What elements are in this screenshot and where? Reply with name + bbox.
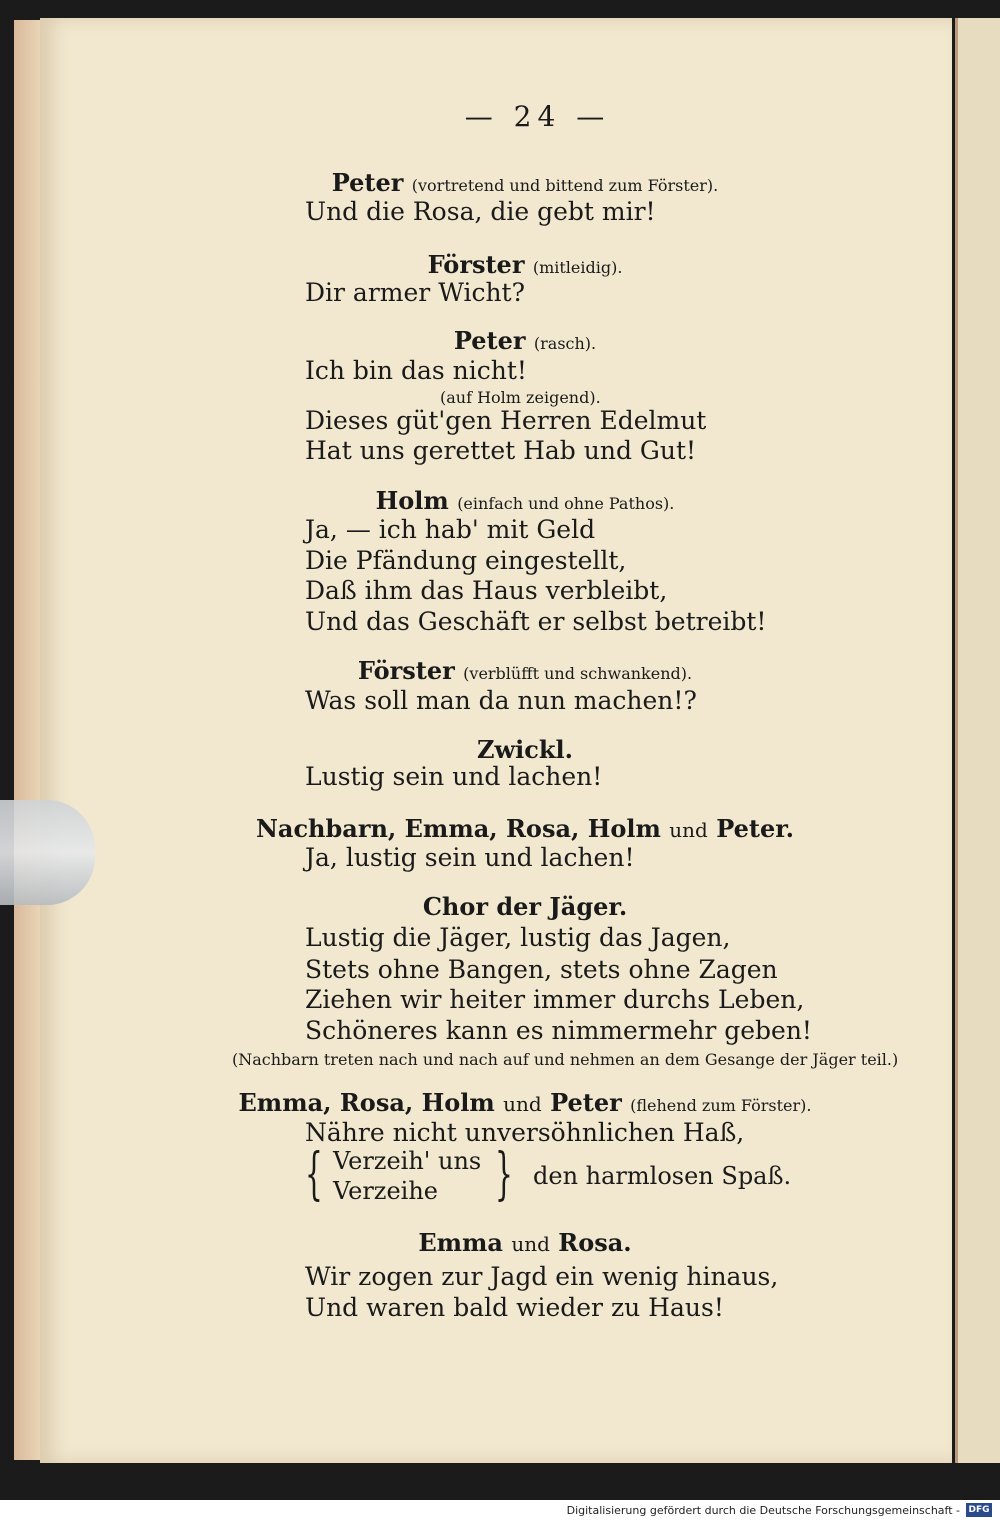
speaker-line — [0, 486, 1000, 515]
page-number: — 24 — — [464, 100, 611, 133]
stage-direction: (rasch). — [533, 334, 597, 353]
speaker-line — [0, 735, 1000, 764]
speaker-name: Nachbarn, Emma, Rosa, Holm — [255, 814, 661, 843]
verse-line: Und waren bald wieder zu Haus! — [305, 1293, 724, 1322]
digitization-footer — [0, 1500, 1000, 1522]
speaker-line — [0, 892, 1000, 921]
verse-line: Und die Rosa, die gebt mir! — [305, 197, 656, 226]
speaker-name: Peter. — [716, 814, 795, 843]
variant-line: Verzeih' uns — [333, 1147, 482, 1175]
right-brace: } — [495, 1142, 513, 1207]
speaker-line — [0, 1088, 1000, 1117]
stage-direction: (auf Holm zeigend). — [440, 388, 601, 407]
speaker-name: Peter — [550, 1088, 622, 1117]
verse-line: Dir armer Wicht? — [305, 278, 525, 307]
verse-line: Lustig die Jäger, lustig das Jagen, — [305, 923, 731, 952]
stage-direction: (einfach und ohne Pathos). — [457, 494, 675, 513]
dfg-logo: DFG — [966, 1503, 992, 1517]
speaker-name: Chor der Jäger. — [422, 892, 628, 921]
conjunction: und — [511, 1232, 550, 1256]
verse-line: Dieses güt'gen Herren Edelmut — [305, 406, 707, 435]
speaker-name: Förster — [357, 656, 455, 685]
verse-line: Stets ohne Bangen, stets ohne Zagen — [305, 955, 778, 984]
speaker-name: Emma, Rosa, Holm — [238, 1088, 495, 1117]
stage-note: (Nachbarn treten nach und nach auf und nehmen an dem Gesange der Jäger teil.) — [232, 1050, 899, 1069]
speaker-line — [0, 250, 1000, 279]
speaker-line — [0, 656, 1000, 685]
speaker-line — [0, 168, 1000, 197]
speaker-name: Förster — [427, 250, 525, 279]
speaker-name: Zwickl. — [476, 735, 573, 764]
verse-line: den harmlosen Spaß. — [533, 1162, 792, 1190]
verse-line: Ich bin das nicht! — [305, 356, 527, 385]
verse-line: Was soll man da nun machen!? — [305, 686, 697, 715]
speaker-name: Holm — [375, 486, 449, 515]
variant-line: Verzeihe — [333, 1177, 438, 1205]
verse-line: Ziehen wir heiter immer durchs Leben, — [305, 985, 805, 1014]
stage-direction: (vortretend und bittend zum Förster). — [411, 176, 719, 195]
speaker-line — [0, 1228, 1000, 1257]
stage-direction: (verblüfft und schwankend). — [463, 664, 693, 683]
verse-line: Daß ihm das Haus verbleibt, — [305, 576, 668, 605]
conjunction: und — [669, 818, 708, 842]
verse-line: Wir zogen zur Jagd ein wenig hinaus, — [305, 1262, 779, 1291]
speaker-name: Peter — [453, 326, 526, 355]
verse-line: Die Pfändung eingestellt, — [305, 546, 627, 575]
speaker-name: Rosa. — [558, 1228, 632, 1257]
speaker-line — [0, 326, 1000, 355]
left-brace: { — [305, 1142, 323, 1207]
speaker-name: Emma — [418, 1228, 503, 1257]
brace-variant-block — [305, 1142, 825, 1210]
speaker-name: Peter — [331, 168, 404, 197]
footer-text: Digitalisierung gefördert durch die Deutsche Forschungsgemeinschaft - — [566, 1504, 960, 1517]
verse-line: Nähre nicht unversöhnlichen Haß, — [305, 1118, 745, 1147]
speaker-line — [0, 814, 1000, 843]
verse-line: Lustig sein und lachen! — [305, 762, 603, 791]
stage-direction: (mitleidig). — [532, 258, 623, 277]
verse-line: Ja, — ich hab' mit Geld — [305, 515, 596, 544]
verse-line: Ja, lustig sein und lachen! — [305, 843, 635, 872]
verse-line: Schöneres kann es nimmermehr geben! — [305, 1016, 812, 1045]
conjunction: und — [503, 1092, 542, 1116]
verse-line: Und das Geschäft er selbst betreibt! — [305, 607, 767, 636]
stage-direction: (flehend zum Förster). — [630, 1096, 812, 1115]
verse-line: Hat uns gerettet Hab und Gut! — [305, 436, 697, 465]
